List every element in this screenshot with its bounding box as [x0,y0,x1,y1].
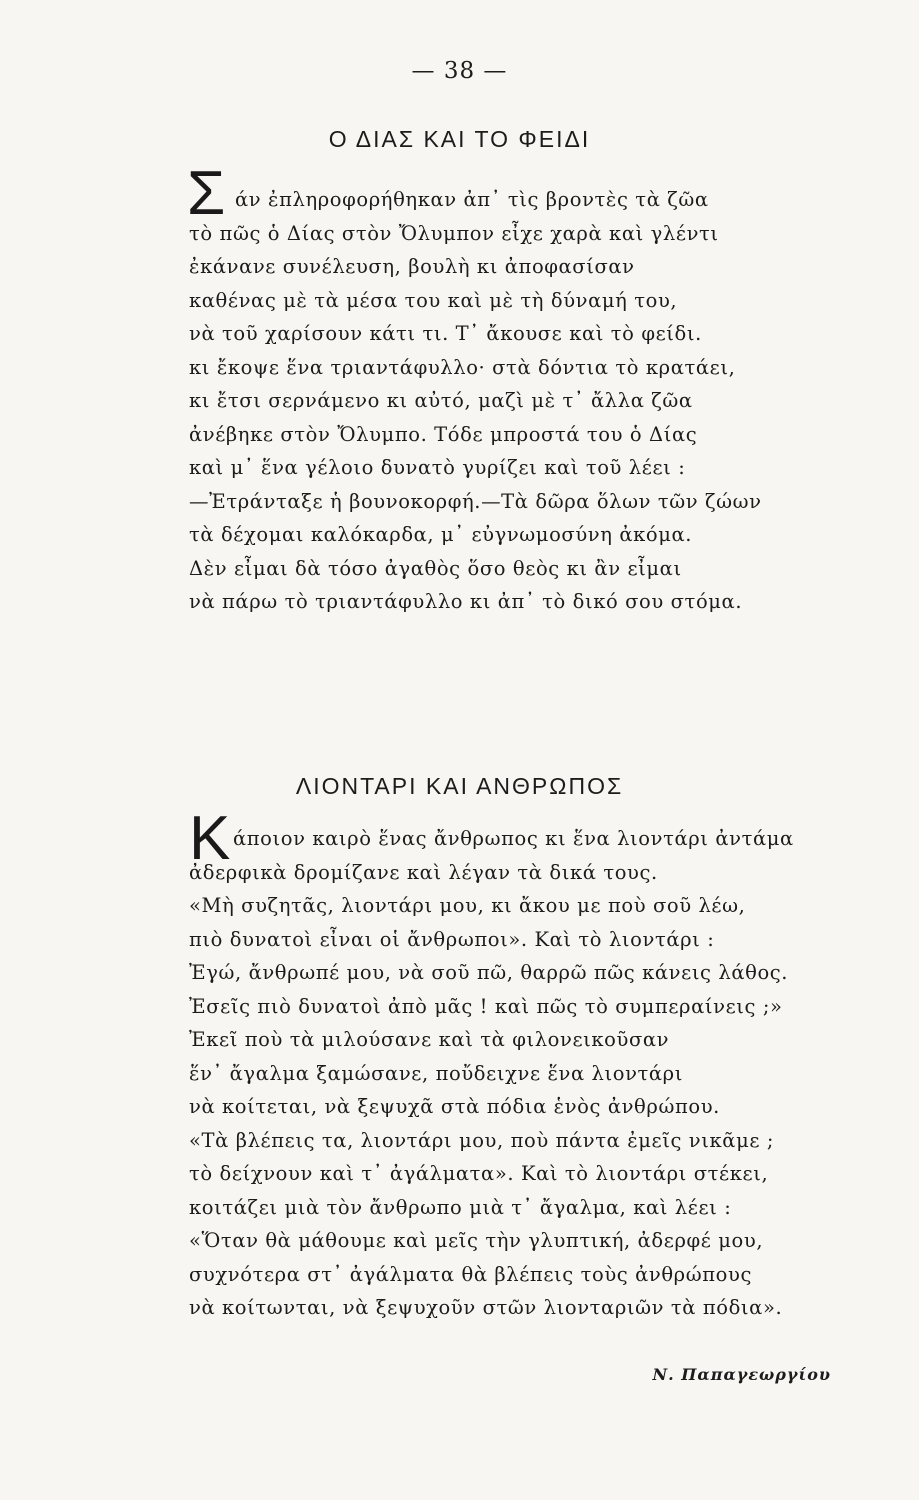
poem-line: ἀνέβηκε στὸν Ὄλυμπο. Τόδε μπροστά του ὁ Δίας [189,422,698,446]
poem-line [187,159,869,228]
poem-line: «Ὅταν θὰ μάθουμε καὶ μεῖς τὴν γλυπτική, ἀδερφέ μου, [189,1229,764,1252]
poem-title-2: ΛΙΟΝΤΑΡΙ ΚΑΙ ΑΝΘΡΩΠΟΣ [295,773,624,799]
poem-line: συχνότερα στ᾿ ἀγάλματα θὰ βλέπεις τοὺς ἀνθρώπους [189,1262,752,1286]
poem-line: Ἐσεῖς πιὸ δυνατοὶ ἀπὸ μᾶς ! καὶ πῶς τὸ συμπεραίνεις ;» [189,994,783,1018]
poem-line: νὰ κοίτεται, νὰ ξεψυχᾶ στὰ πόδια ἑνὸς ἀνθρώπου. [189,1095,720,1118]
poem-line: νὰ τοῦ χαρίσουν κάτι τι. Τ᾿ ἄκουσε καὶ τὸ φείδι. [189,322,702,345]
poem-line: ἀδερφικὰ δρομίζανε καὶ λέγαν τὰ δικά τους. [189,860,658,884]
poem-line: νὰ κοίτωνται, νὰ ξεψυχοῦν στῶν λιονταριῶν τὰ πόδια». [189,1296,783,1319]
author-signature: Ν. Παπαγεωργίου [652,1365,831,1384]
poem-line: τὸ πῶς ὁ Δίας στὸν Ὄλυμπον εἶχε χαρὰ καὶ γλέντι [189,221,719,245]
poem-line: —Ἐτράνταξε ἡ βουνοκορφή.—Τὰ δῶρα ὅλων τῶν ζώων [189,489,762,513]
poem-first-line: άποιον καιρὸ ἕνας ἄνθρωπος κι ἕνα λιοντάρι ἀντάμα [233,827,794,850]
poem-line: νὰ πάρω τὸ τριαντάφυλλο κι ἀπ᾿ τὸ δικό σου στόμα. [189,590,743,613]
poem-first-line: άν ἐπληροφορήθηκαν ἀπ᾿ τὶς βροντὲς τὰ ζῶα [235,188,709,211]
poem-body-1 [187,159,869,619]
poem-line: πιὸ δυνατοὶ εἶναι οἱ ἄνθρωποι». Καὶ τὸ λιοντάρι : [189,927,715,951]
poem-line: κι ἔκοψε ἕνα τριαντάφυλλο· στὰ δόντια τὸ κρατάει, [189,355,736,379]
poem-line: ἐκάνανε συνέλευση, βουλὴ κι ἀποφασίσαν [189,255,635,278]
poem-line: Ἐκεῖ ποὺ τὰ μιλούσανε καὶ τὰ φιλονεικοῦσαν [189,1028,670,1051]
poem-body-2 [189,804,869,1325]
poem-line: καὶ μ᾿ ἕνα γέλοιο δυνατὸ γυρίζει καὶ τοῦ λέει : [189,456,686,479]
poem-line: κοιτάζει μιὰ τὸν ἄνθρωπο μιὰ τ᾿ ἄγαλμα, καὶ λέει : [189,1195,732,1219]
poem-line: Δὲν εἶμαι δὰ τόσο ἀγαθὸς ὅσο θεὸς κι ἂν εἶμαι [189,556,682,580]
poem-line: «Τὰ βλέπεις τα, λιοντάρι μου, ποὺ πάντα ἐμεῖς νικᾶμε ; [189,1128,775,1152]
poem-line: καθένας μὲ τὰ μέσα του καὶ μὲ τὴ δύναμή του, [189,288,678,312]
poem-line: τὰ δέχομαι καλόκαρδα, μ᾿ εὐγνωμοσύνη ἀκόμα. [189,523,693,546]
poem-line: Ἐγώ, ἄνθρωπέ μου, νὰ σοῦ πῶ, θαρρῶ πῶς κάνεις λάθος. [189,961,789,984]
poem-title-1: Ο ΔΙΑΣ ΚΑΙ ΤΟ ΦΕΙΔΙ [328,126,591,152]
poem-line: «Μὴ συζητᾶς, λιοντάρι μου, κι ἄκου με ποὺ σοῦ λέω, [189,894,746,917]
poem-line: κι ἔτσι σερνάμενο κι αὐτό, μαζὶ μὲ τ᾿ ἄλλα ζῶα [189,389,693,412]
drop-cap: Σ [187,159,226,228]
page-number: — 38 — [411,58,508,84]
drop-cap: Κ [189,804,231,873]
poem-line: τὸ δείχνουν καὶ τ᾿ ἀγάλματα». Καὶ τὸ λιοντάρι στέκει, [189,1162,769,1185]
poem-line: ἕν᾿ ἄγαλμα ξαμώσανε, ποὔδειχνε ἕνα λιοντάρι [189,1061,683,1085]
